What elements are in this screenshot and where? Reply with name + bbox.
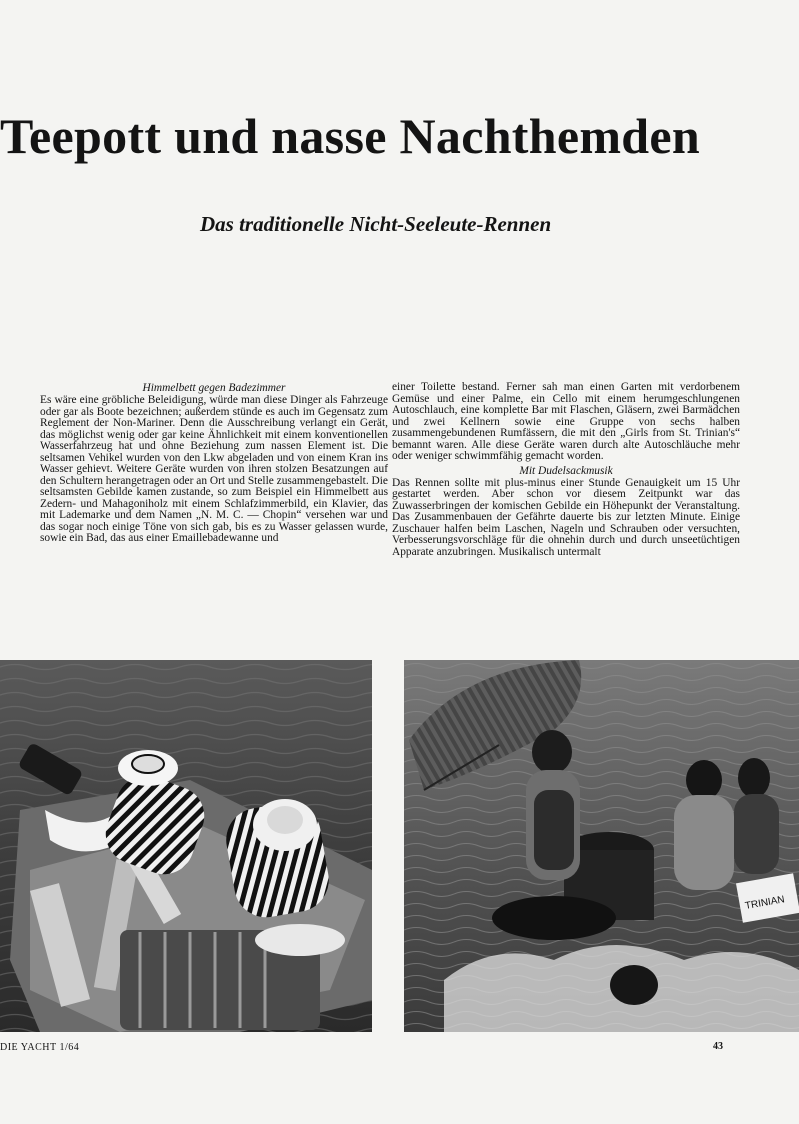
page-number: 43 bbox=[713, 1041, 723, 1052]
magazine-footer: DIE YACHT 1/64 bbox=[0, 1042, 80, 1053]
barrel-sign-text: TRINIAN bbox=[744, 894, 786, 913]
right-column-text-top: einer Toilette bestand. Ferner sah man einen Garten mit verdorbenem Gemüse und einer Palme, ein Cello mit einem herumgeschlungenen Autoschlauch, eine komplette Bar mit Flaschen, Gläsern, zwei Barmädchen und zwei Kellnern sowie eine Gruppe von sechs halben zusammengebundenen Rumfässern, die mit den „Girls from St. Trinian's“ bemannt waren. Alle diese Geräte waren durch alte Autoschläuche mehr oder weniger schwimmfähig gemacht worden. bbox=[392, 381, 740, 462]
photo-raft-men bbox=[0, 660, 372, 1032]
right-column-text-bottom: Das Rennen sollte mit plus-minus einer Stunde Genauigkeit um 15 Uhr gestartet werden. Aber schon vor diesem Zeitpunkt war das Zuwasserbringen der komischen Gebilde ein Höhepunkt der Veranstaltung. Das Zusammenbauen der Gefährte dauerte bis zur letzten Minute. Einige Zuschauer halfen beim Laschen, Nageln und Schrauben oder versuchten, Verbesserungsvorschläge für die ohnehin durch und durch unseetüchtigen Apparate anzubringen. Musikalisch untermalt bbox=[392, 476, 740, 558]
left-column bbox=[40, 382, 388, 545]
page-subtitle: Das traditionelle Nicht-Seeleute-Rennen bbox=[200, 212, 552, 236]
right-column bbox=[392, 382, 740, 558]
photo-barrel-girls bbox=[404, 660, 799, 1032]
section-heading-himmelbett: Himmelbett gegen Badezimmer bbox=[142, 382, 286, 394]
page-title: Teepott und nasse Nachthemden bbox=[0, 108, 701, 164]
section-heading-dudelsack: Mit Dudelsackmusik bbox=[519, 464, 613, 477]
photo-raft-men-drawing bbox=[0, 660, 372, 1032]
left-column-text: Es wäre eine gröbliche Beleidigung, würde man diese Dinger als Fahrzeuge oder gar als Boote bezeichnen; außerdem stünde es auch im Gegensatz zum Reglement der Non-Mariner. Denn die Ausschreibung verlangt ein Gerät, das möglichst wenig oder gar keine Ähnlichkeit mit einem konventionellen Wasserfahrzeug hat und ohne Beziehung zum nassen Element ist. Die seltsamen Vehikel wurden von den Lkw abgeladen und von einem Kran ins Wasser gehievt. Weitere Geräte wurden von ihren stolzen Besatzungen auf den Schultern herangetragen oder an Ort und Stelle zusammengebastelt. Die seltsamsten Gebilde kamen zustande, so zum Beispiel ein Himmelbett aus Zedern- und Mahagoniholz mit einem Schlafzimmerbild, ein Klavier, das mit Lademarke und dem Namen „N. M. C. — Chopin“ versehen war und das sogar noch einige Töne von sich gab, bis es zu Wasser gelassen wurde, sowie ein Bad, das aus einer Emaillebadewanne und bbox=[40, 394, 388, 544]
photo-barrel-girls-drawing bbox=[404, 660, 799, 1032]
